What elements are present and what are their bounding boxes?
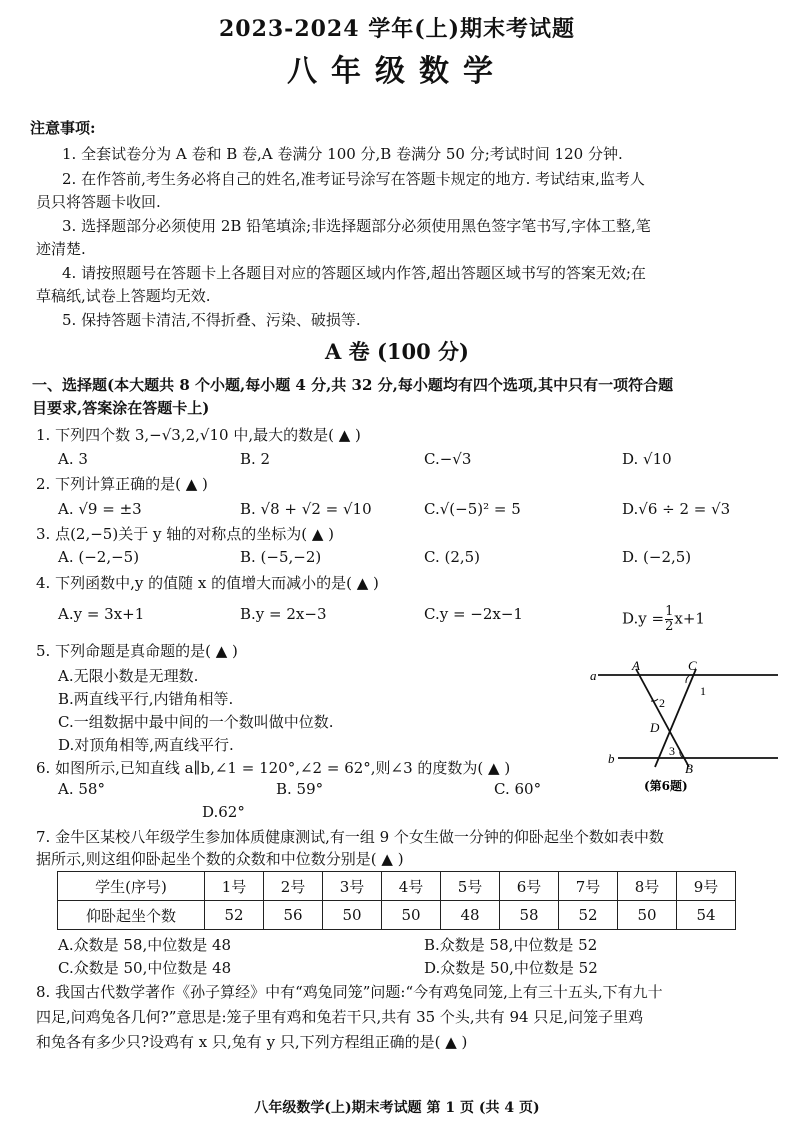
table-cell: 6号	[500, 872, 559, 901]
q4-option-d-tail: x+1	[674, 609, 705, 628]
q4-option-b[interactable]: B.y = 2x−3	[240, 605, 327, 623]
q2-option-c[interactable]: C.√(−5)² = 5	[424, 500, 521, 518]
question-7: 7. 金牛区某校八年级学生参加体质健康测试,有一组 9 个女生做一分钟的仰卧起坐个数如表中数	[36, 828, 664, 846]
q3-option-c[interactable]: C. (2,5)	[424, 548, 481, 566]
question-1	[36, 424, 361, 445]
notice-item: 2. 在作答前,考生务必将自己的姓名,准考证号涂写在答题卡规定的地方. 考试结束,监考人	[62, 170, 645, 188]
notice-item: 3. 选择题部分必须使用 2B 铅笔填涂;非选择题部分必须使用黑色签字笔书写,字体工整,笔	[62, 217, 651, 235]
q4-option-d[interactable]	[622, 605, 705, 634]
q1-option-a[interactable]: A. 3	[58, 450, 88, 468]
label-angle-3: 3	[669, 744, 675, 758]
question-4: 4. 下列函数中,y 的值随 x 的值增大而减小的是( ▲ )	[36, 574, 379, 592]
label-angle-1: 1	[700, 684, 706, 698]
page-footer: 八年级数学(上)期末考试题 第 1 页 (共 4 页)	[254, 1100, 540, 1116]
q6-option-a[interactable]: A. 58°	[58, 780, 105, 798]
table-cell: 3号	[323, 872, 382, 901]
q5-option-d[interactable]: D.对顶角相等,两直线平行.	[58, 736, 234, 754]
table-cell: 56	[264, 901, 323, 930]
notice-item: 1. 全套试卷分为 A 卷和 B 卷,A 卷满分 100 分,B 卷满分 50 分;考试时间 120 分钟.	[62, 145, 623, 163]
figure-caption: (第6题)	[644, 779, 688, 793]
part1-instructions: 一、选择题(本大题共 8 个小题,每小题 4 分,共 32 分,每小题均有四个选项,其中只有一项符合题	[32, 376, 674, 394]
q5-option-b[interactable]: B.两直线平行,内错角相等.	[58, 690, 234, 708]
subject-title: 八年级数学	[287, 54, 507, 89]
question-7: 据所示,则这组仰卧起坐个数的众数和中位数分别是( ▲ )	[36, 850, 404, 868]
q5-option-a[interactable]: A.无限小数是无理数.	[58, 667, 199, 685]
table-cell: 8号	[618, 872, 677, 901]
label-A: A	[632, 658, 640, 673]
notice-item: 迹清楚.	[36, 240, 86, 258]
table-cell: 1号	[205, 872, 264, 901]
table-row	[58, 872, 736, 901]
q4-option-a[interactable]: A.y = 3x+1	[58, 605, 145, 623]
q3-option-d[interactable]: D. (−2,5)	[622, 548, 692, 566]
fraction-denominator: 2	[665, 619, 674, 634]
q4-option-c[interactable]: C.y = −2x−1	[424, 605, 523, 623]
situp-table	[57, 871, 736, 930]
q7-option-c[interactable]: C.众数是 50,中位数是 48	[58, 959, 232, 977]
q1-option-d[interactable]: D. √10	[622, 450, 672, 468]
label-angle-2: 2	[659, 696, 665, 710]
angle-1-arc	[686, 675, 690, 683]
q1-option-c[interactable]: C.−√3	[424, 450, 472, 468]
fraction-numerator: 1	[665, 604, 674, 619]
notice-heading: 注意事项:	[30, 119, 96, 137]
label-b: b	[608, 751, 615, 766]
table-cell: 5号	[441, 872, 500, 901]
q2-option-d[interactable]: D.√6 ÷ 2 = √3	[622, 500, 731, 518]
table-cell: 48	[441, 901, 500, 930]
question-1-stem: 1. 下列四个数 3,−√3,2,√10 中,	[36, 426, 254, 444]
q7-option-b[interactable]: B.众数是 58,中位数是 52	[424, 936, 598, 954]
table-cell: 9号	[677, 872, 736, 901]
table-cell: 50	[618, 901, 677, 930]
question-8: 8. 我国古代数学著作《孙子算经》中有“鸡兔同笼”问题:“今有鸡兔同笼,上有三十五头,下有九十	[36, 983, 663, 1001]
part1-instructions: 目要求,答案涂在答题卡上)	[32, 399, 210, 417]
q6-option-b[interactable]: B. 59°	[276, 780, 324, 798]
table-cell: 4号	[382, 872, 441, 901]
notice-item: 员只将答题卡收回.	[36, 193, 161, 211]
table-cell: 2号	[264, 872, 323, 901]
segment-cd	[655, 669, 696, 767]
label-B: B	[685, 761, 693, 776]
table-cell: 50	[323, 901, 382, 930]
question-6: 6. 如图所示,已知直线 a∥b,∠1 = 120°,∠2 = 62°,则∠3 的度数为( ▲ )	[36, 759, 511, 777]
q6-option-c[interactable]: C. 60°	[494, 780, 542, 798]
q7-option-a[interactable]: A.众数是 58,中位数是 48	[58, 936, 232, 954]
q1-option-b[interactable]: B. 2	[240, 450, 271, 468]
table-cell: 52	[559, 901, 618, 930]
table-header-cell: 仰卧起坐个数	[58, 901, 205, 930]
question-2: 2. 下列计算正确的是( ▲ )	[36, 475, 208, 493]
table-cell: 52	[205, 901, 264, 930]
question-8: 四足,问鸡兔各几何?”意思是:笼子里有鸡和兔若干只,共有 35 个头,共有 94 只足,问笼子里鸡	[36, 1008, 644, 1026]
table-cell: 58	[500, 901, 559, 930]
q6-figure	[588, 655, 784, 797]
table-cell: 54	[677, 901, 736, 930]
notice-item: 4. 请按照题号在答题卡上各题目对应的答题区域内作答,超出答题区域书写的答案无效;在	[62, 264, 646, 282]
question-1-stem: 最大的数是( ▲ )	[253, 426, 361, 444]
q3-option-b[interactable]: B. (−5,−2)	[240, 548, 322, 566]
table-cell: 7号	[559, 872, 618, 901]
q7-option-d[interactable]: D.众数是 50,中位数是 52	[424, 959, 598, 977]
question-5: 5. 下列命题是真命题的是( ▲ )	[36, 642, 238, 660]
segment-ab	[636, 669, 689, 767]
notice-item: 5. 保持答题卡清洁,不得折叠、污染、破损等.	[62, 311, 361, 329]
table-row	[58, 901, 736, 930]
question-3: 3. 点(2,−5)关于 y 轴的对称点的坐标为( ▲ )	[36, 525, 334, 543]
table-cell: 50	[382, 901, 441, 930]
fraction	[665, 605, 673, 634]
notice-item: 草稿纸,试卷上答题均无效.	[36, 287, 211, 305]
label-a: a	[590, 668, 597, 683]
question-8: 和兔各有多少只?设鸡有 x 只,兔有 y 只,下列方程组正确的是( ▲ )	[36, 1033, 468, 1051]
q5-option-c[interactable]: C.一组数据中最中间的一个数叫做中位数.	[58, 713, 334, 731]
label-C: C	[688, 658, 697, 673]
exam-title: 2023-2024 学年(上)期末考试题	[218, 16, 576, 42]
q2-option-b[interactable]: B. √8 + √2 = √10	[240, 500, 372, 518]
table-header-cell: 学生(序号)	[58, 872, 205, 901]
q2-option-a[interactable]: A. √9 = ±3	[58, 500, 142, 518]
section-a-title: A 卷 (100 分)	[325, 339, 469, 364]
q6-option-d[interactable]: D.62°	[202, 803, 245, 821]
q3-option-a[interactable]: A. (−2,−5)	[58, 548, 140, 566]
label-D: D	[650, 720, 660, 735]
q4-option-d-prefix: D.y =	[622, 609, 665, 628]
